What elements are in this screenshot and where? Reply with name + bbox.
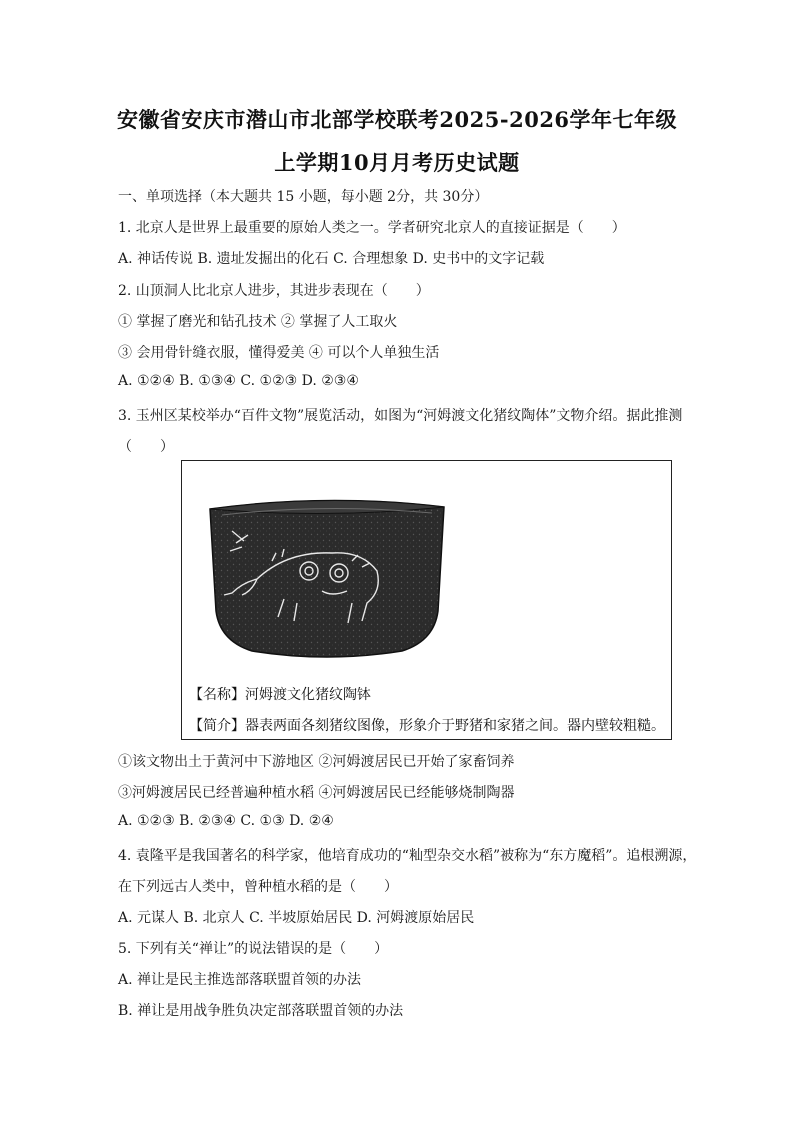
q5-option-b: B. 禅让是用战争胜负决定部落联盟首领的办法	[118, 1003, 404, 1019]
q5-option-a: A. 禅让是民主推选部落联盟首领的办法	[118, 972, 362, 988]
q3-stem-2: （ ）	[118, 439, 174, 455]
q2-options: A. ①②④ B. ①③④ C. ①②③ D. ②③④	[118, 373, 359, 389]
q4-stem-1: 4. 袁隆平是我国著名的科学家，他培育成功的“籼型杂交水稻”被称为“东方魔稻”。追根溯源，	[118, 848, 697, 864]
document-title-line2: 上学期10月月考历史试题	[274, 150, 520, 175]
artifact-caption-intro: 【简介】器表两面各刻猪纹图像，形象介于野猪和家猪之间。器内壁较粗糙。	[189, 718, 665, 734]
q2-items-1: ① 掌握了磨光和钻孔技术 ② 掌握了人工取火	[118, 314, 398, 330]
q2-items-2: ③ 会用骨针缝衣服，懂得爱美 ④ 可以个人单独生活	[118, 345, 440, 361]
q1-stem: 1. 北京人是世界上最重要的原始人类之一。学者研究北京人的直接证据是（ ）	[118, 220, 626, 236]
q2-stem: 2. 山顶洞人比北京人进步，其进步表现在（ ）	[118, 283, 430, 299]
q5-stem: 5. 下列有关“禅让”的说法错误的是（ ）	[118, 941, 389, 957]
q4-stem-2: 在下列远古人类中，曾种植水稻的是（ ）	[118, 879, 398, 895]
document-title-line1: 安徽省安庆市潜山市北部学校联考2025-2026学年七年级	[116, 107, 678, 132]
pottery-bowl-image	[202, 491, 452, 671]
section-heading: 一、单项选择（本大题共 15 小题，每小题 2分，共 30分）	[118, 189, 489, 205]
q3-items-1: ①该文物出土于黄河中下游地区 ②河姆渡居民已开始了家畜饲养	[118, 754, 515, 770]
artifact-figure-box	[181, 460, 672, 740]
q3-options: A. ①②③ B. ②③④ C. ①③ D. ②④	[118, 813, 334, 829]
artifact-caption-name: 【名称】河姆渡文化猪纹陶钵	[189, 687, 371, 703]
q4-options: A. 元谋人 B. 北京人 C. 半坡原始居民 D. 河姆渡原始居民	[118, 910, 475, 926]
q3-stem-1: 3. 玉州区某校举办“百件文物”展览活动，如图为“河姆渡文化猪纹陶体”文物介绍。据此推测	[118, 408, 683, 424]
q3-items-2: ③河姆渡居民已经普遍种植水稻 ④河姆渡居民已经能够烧制陶器	[118, 785, 515, 801]
q1-options: A. 神话传说 B. 遗址发掘出的化石 C. 合理想象 D. 史书中的文字记载	[118, 251, 545, 267]
